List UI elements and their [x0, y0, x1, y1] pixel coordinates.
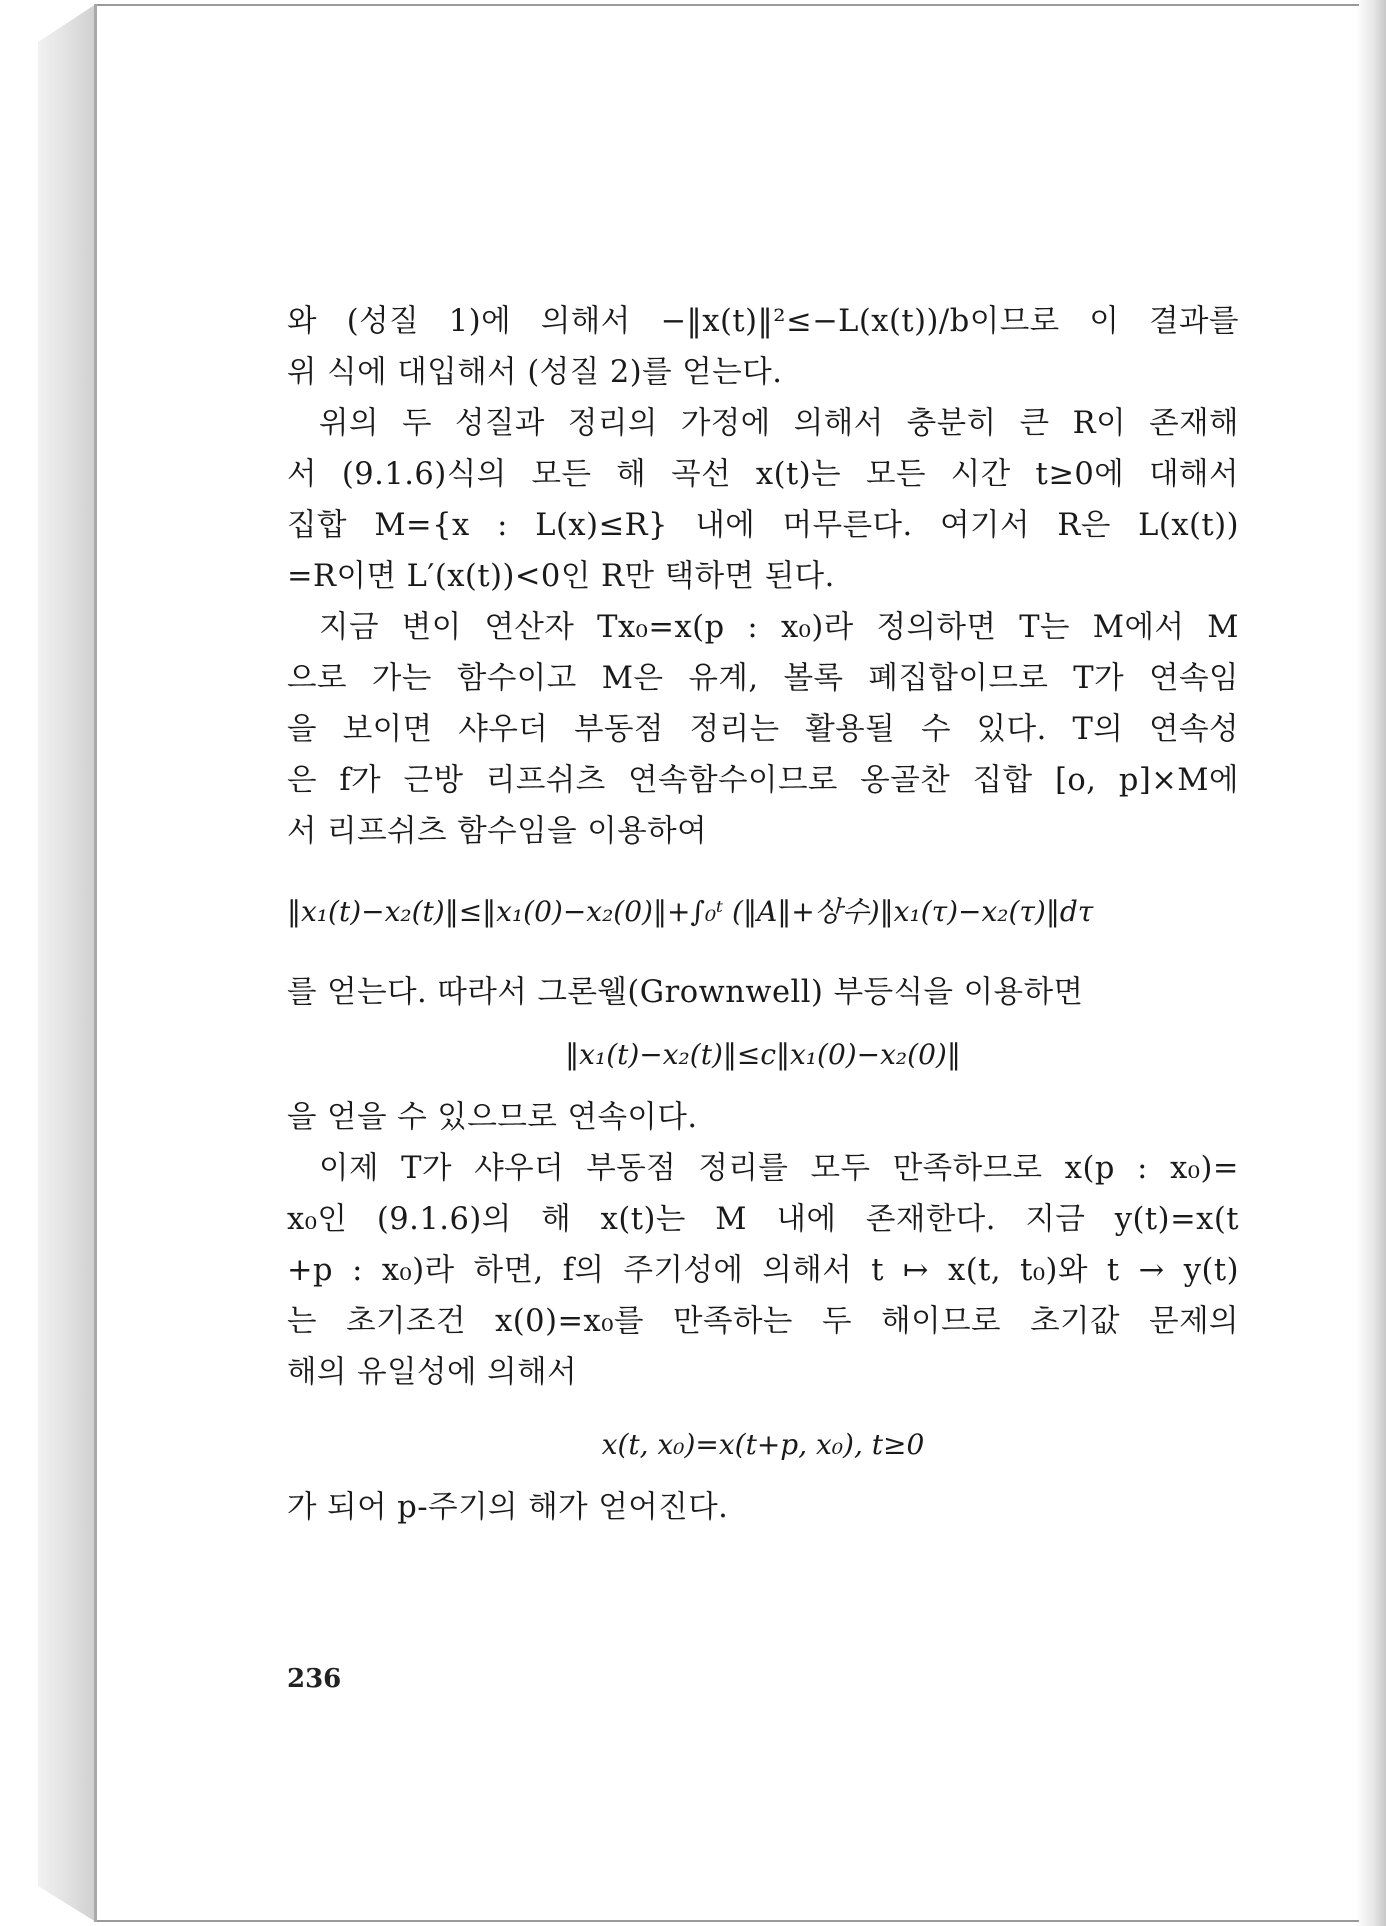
- text-line: 을 얻을 수 있으므로 연속이다.: [287, 1100, 698, 1135]
- page-text: [287, 296, 1239, 1533]
- book-edge: [38, 4, 96, 1922]
- text-line: 서 (9.1.6)식의 모든 해 곡선 x(t)는 모든 시간 t≥0에 대해서: [287, 457, 1239, 492]
- text-line: =R이면 L′(x(t))<0인 R만 택하면 된다.: [287, 559, 835, 594]
- text-line: 으로 가는 함수이고 M은 유계, 볼록 폐집합이므로 T가 연속임: [287, 661, 1239, 696]
- text-line: 와 (성질 1)에 의해서 −‖x(t)‖²≤−L(x(t))/b이므로 이 결과를: [287, 304, 1239, 339]
- text-line: 를 얻는다. 따라서 그론웰(Grownwell) 부등식을 이용하면: [287, 975, 1084, 1010]
- text-line: 집합 M={x : L(x)≤R} 내에 머무른다. 여기서 R은 L(x(t)): [287, 508, 1239, 543]
- equation-integral-bound: ‖x₁(t)−x₂(t)‖≤‖x₁(0)−x₂(0)‖+∫₀ᵗ (‖A‖+상수)‖x₁(τ)−x₂(τ)‖dτ: [287, 895, 1094, 928]
- equation-periodicity: x(t, x₀)=x(t+p, x₀), t≥0: [601, 1428, 925, 1461]
- text-line: 이제 T가 샤우더 부동점 정리를 모두 만족하므로 x(p : x₀)=: [319, 1151, 1239, 1186]
- text-line: 지금 변이 연산자 Tx₀=x(p : x₀)라 정의하면 T는 M에서 M: [319, 610, 1239, 645]
- text-line: 위의 두 성질과 정리의 가정에 의해서 충분히 큰 R이 존재해: [319, 406, 1239, 441]
- text-line: 을 보이면 샤우더 부동점 정리는 활용될 수 있다. T의 연속성: [287, 712, 1239, 747]
- text-line: 위 식에 대입해서 (성질 2)를 얻는다.: [287, 355, 783, 390]
- text-line: 해의 유일성에 의해서: [287, 1355, 578, 1390]
- page-shadow: [1356, 0, 1386, 1926]
- equation-gronwall-result: ‖x₁(t)−x₂(t)‖≤c‖x₁(0)−x₂(0)‖: [565, 1038, 961, 1071]
- text-line: x₀인 (9.1.6)의 해 x(t)는 M 내에 존재한다. 지금 y(t)=x(t: [287, 1202, 1239, 1237]
- text-line: 은 f가 근방 리프쉬츠 연속함수이므로 옹골찬 집합 [o, p]×M에: [287, 763, 1239, 798]
- text-line: 는 초기조건 x(0)=x₀를 만족하는 두 해이므로 초기값 문제의: [287, 1304, 1239, 1339]
- text-line: 서 리프쉬츠 함수임을 이용하여: [287, 814, 708, 849]
- page-number: 236: [287, 1664, 342, 1694]
- text-line: +p : x₀)라 하면, f의 주기성에 의해서 t ↦ x(t, t₀)와 t → y(t): [287, 1253, 1239, 1288]
- text-line: 가 되어 p-주기의 해가 얻어진다.: [287, 1490, 729, 1525]
